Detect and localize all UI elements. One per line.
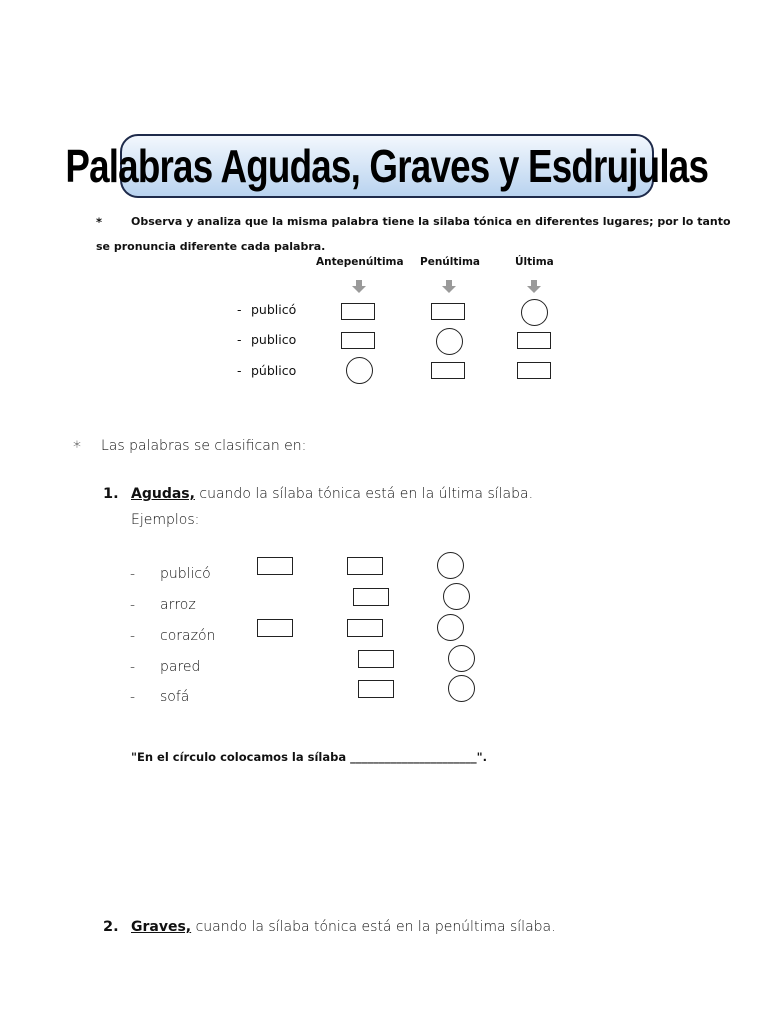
- graves-definition-line: [131, 919, 556, 935]
- agudas-number: 1.: [103, 486, 119, 502]
- syllable-box: [517, 332, 551, 349]
- syllable-box: [341, 303, 375, 320]
- syllable-box: [341, 332, 375, 349]
- example-word-pared: pared: [160, 659, 201, 675]
- tonic-syllable-circle: [437, 614, 464, 641]
- syllable-box: [358, 680, 394, 698]
- syllable-box: [257, 619, 293, 637]
- graves-definition: cuando la sílaba tónica está en la penúltima sílaba.: [191, 919, 556, 935]
- arrow-down-icon: [352, 280, 366, 293]
- column-header-ultima: Última: [515, 256, 554, 268]
- column-header-penultima: Penúltima: [420, 256, 481, 268]
- intro-line-1: Observa y analiza que la misma palabra tiene la silaba tónica en diferentes lugares; por lo tanto: [131, 215, 731, 228]
- example-dash: -: [130, 597, 136, 613]
- classification-bullet: *: [73, 437, 81, 456]
- graves-number: 2.: [103, 919, 119, 935]
- syllable-box: [431, 362, 465, 379]
- syllable-box: [347, 557, 383, 575]
- example-word-arroz: arroz: [160, 597, 196, 613]
- agudas-definition-line: [131, 486, 533, 502]
- intro-bullet: *: [96, 215, 103, 229]
- fill-in-sentence: "En el círculo colocamos la sílaba ______________________".: [131, 750, 487, 764]
- example-dash: -: [130, 628, 136, 644]
- syllable-box: [431, 303, 465, 320]
- graves-keyword: Graves,: [131, 919, 192, 935]
- row-word-publico-aguda: publicó: [251, 302, 297, 317]
- tonic-syllable-circle: [436, 328, 463, 355]
- classification-text: Las palabras se clasifican en:: [101, 438, 307, 454]
- row-dash: -: [237, 302, 242, 317]
- tonic-syllable-circle: [443, 583, 470, 610]
- title-banner: [65, 134, 709, 198]
- syllable-box: [347, 619, 383, 637]
- intro-line-2: se pronuncia diferente cada palabra.: [96, 240, 326, 253]
- example-dash: -: [130, 566, 136, 582]
- row-word-publico-esdrujula: público: [251, 363, 297, 378]
- arrow-down-icon: [527, 280, 541, 293]
- syllable-box: [358, 650, 394, 668]
- row-word-publico-grave: publico: [251, 332, 297, 347]
- example-dash: -: [130, 689, 136, 705]
- syllable-box: [353, 588, 389, 606]
- syllable-box: [517, 362, 551, 379]
- row-dash: -: [237, 363, 242, 378]
- row-dash: -: [237, 332, 242, 347]
- arrow-down-icon: [442, 280, 456, 293]
- column-header-antepenultima: Antepenúltima: [316, 256, 404, 268]
- page-title: Palabras Agudas, Graves y Esdrujulas: [65, 140, 709, 192]
- syllable-box: [257, 557, 293, 575]
- example-dash: -: [130, 659, 136, 675]
- examples-label: Ejemplos:: [131, 512, 200, 528]
- example-word-publico: publicó: [160, 566, 211, 582]
- example-word-sofa: sofá: [160, 689, 190, 705]
- tonic-syllable-circle: [448, 675, 475, 702]
- tonic-syllable-circle: [521, 299, 548, 326]
- agudas-keyword: Agudas,: [131, 486, 195, 502]
- tonic-syllable-circle: [346, 357, 373, 384]
- tonic-syllable-circle: [437, 552, 464, 579]
- tonic-syllable-circle: [448, 645, 475, 672]
- example-word-corazon: corazón: [160, 628, 216, 644]
- agudas-definition: cuando la sílaba tónica está en la última sílaba.: [194, 486, 534, 502]
